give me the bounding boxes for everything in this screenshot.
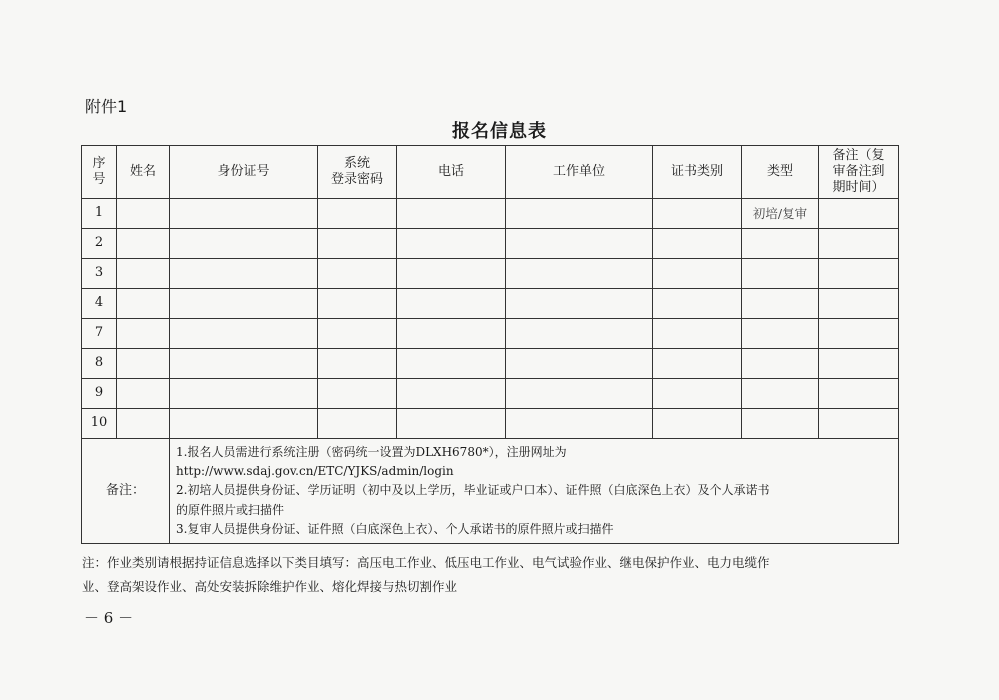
cell-seq: 10 bbox=[82, 409, 117, 439]
notes-cell bbox=[170, 439, 899, 544]
cell-employer[interactable] bbox=[506, 349, 653, 379]
cell-seq: 7 bbox=[82, 319, 117, 349]
cell-phone[interactable] bbox=[397, 259, 506, 289]
footer-note bbox=[82, 551, 902, 599]
header-cert-type: 证书类别 bbox=[653, 146, 742, 199]
cell-cert[interactable] bbox=[653, 259, 742, 289]
table-row bbox=[82, 289, 899, 319]
table-row bbox=[82, 229, 899, 259]
cell-type[interactable] bbox=[742, 229, 819, 259]
cell-id[interactable] bbox=[170, 259, 318, 289]
footer-line-2: 业、登高架设作业、高处安装拆除维护作业、熔化焊接与热切割作业 bbox=[82, 579, 458, 594]
cell-remark[interactable] bbox=[819, 349, 899, 379]
table-row bbox=[82, 199, 899, 229]
note-line-1: 1.报名人员需进行系统注册（密码统一设置为DLXH6780*），注册网址为 bbox=[176, 445, 567, 459]
note-line-2-cont: 的原件照片或扫描件 bbox=[176, 502, 285, 517]
cell-seq: 8 bbox=[82, 349, 117, 379]
cell-seq: 4 bbox=[82, 289, 117, 319]
table-row bbox=[82, 319, 899, 349]
cell-seq: 2 bbox=[82, 229, 117, 259]
cell-remark[interactable] bbox=[819, 259, 899, 289]
note-line-url: http://www.sdaj.gov.cn/ETC/YJKS/admin/login bbox=[176, 464, 454, 479]
cell-password[interactable] bbox=[318, 289, 397, 319]
page-number: － 6 － bbox=[84, 609, 134, 627]
header-remark: 备注（复 审备注到 期时间） bbox=[819, 146, 899, 199]
note-line-2: 2.初培人员提供身份证、学历证明（初中及以上学历，毕业证或户口本）、证件照（白底深色上衣）及个人承诺书 bbox=[176, 483, 770, 498]
cell-password[interactable] bbox=[318, 409, 397, 439]
cell-name[interactable] bbox=[117, 199, 170, 229]
cell-type[interactable] bbox=[742, 259, 819, 289]
cell-type[interactable] bbox=[742, 379, 819, 409]
cell-type[interactable] bbox=[742, 409, 819, 439]
cell-name[interactable] bbox=[117, 379, 170, 409]
cell-type[interactable]: 初培/复审 bbox=[742, 199, 819, 229]
cell-id[interactable] bbox=[170, 289, 318, 319]
cell-seq: 1 bbox=[82, 199, 117, 229]
cell-type[interactable] bbox=[742, 319, 819, 349]
cell-cert[interactable] bbox=[653, 349, 742, 379]
cell-employer[interactable] bbox=[506, 319, 653, 349]
footer-line-1: 注：作业类别请根据持证信息选择以下类目填写：高压电工作业、低压电工作业、电气试验作业、继电保护作业、电力电缆作 bbox=[82, 555, 770, 570]
cell-phone[interactable] bbox=[397, 379, 506, 409]
cell-cert[interactable] bbox=[653, 289, 742, 319]
registration-table bbox=[81, 145, 899, 544]
cell-type[interactable] bbox=[742, 349, 819, 379]
header-name: 姓名 bbox=[117, 146, 170, 199]
cell-id[interactable] bbox=[170, 199, 318, 229]
cell-phone[interactable] bbox=[397, 199, 506, 229]
cell-password[interactable] bbox=[318, 199, 397, 229]
cell-remark[interactable] bbox=[819, 409, 899, 439]
cell-remark[interactable] bbox=[819, 229, 899, 259]
header-id-number: 身份证号 bbox=[170, 146, 318, 199]
cell-seq: 3 bbox=[82, 259, 117, 289]
header-seq: 序 号 bbox=[82, 146, 117, 199]
cell-seq: 9 bbox=[82, 379, 117, 409]
note-line-3: 3.复审人员提供身份证、证件照（白底深色上衣）、个人承诺书的原件照片或扫描件 bbox=[176, 521, 614, 536]
header-employer: 工作单位 bbox=[506, 146, 653, 199]
cell-employer[interactable] bbox=[506, 409, 653, 439]
cell-name[interactable] bbox=[117, 229, 170, 259]
cell-employer[interactable] bbox=[506, 289, 653, 319]
cell-remark[interactable] bbox=[819, 199, 899, 229]
cell-remark[interactable] bbox=[819, 319, 899, 349]
header-type: 类型 bbox=[742, 146, 819, 199]
cell-remark[interactable] bbox=[819, 289, 899, 319]
cell-id[interactable] bbox=[170, 349, 318, 379]
cell-password[interactable] bbox=[318, 319, 397, 349]
cell-employer[interactable] bbox=[506, 199, 653, 229]
cell-name[interactable] bbox=[117, 319, 170, 349]
cell-phone[interactable] bbox=[397, 349, 506, 379]
cell-remark[interactable] bbox=[819, 379, 899, 409]
cell-phone[interactable] bbox=[397, 409, 506, 439]
cell-phone[interactable] bbox=[397, 229, 506, 259]
cell-name[interactable] bbox=[117, 349, 170, 379]
cell-employer[interactable] bbox=[506, 379, 653, 409]
notes-label: 备注： bbox=[82, 439, 170, 544]
cell-type[interactable] bbox=[742, 289, 819, 319]
cell-id[interactable] bbox=[170, 319, 318, 349]
header-row bbox=[82, 146, 899, 199]
cell-password[interactable] bbox=[318, 349, 397, 379]
cell-phone[interactable] bbox=[397, 289, 506, 319]
cell-employer[interactable] bbox=[506, 259, 653, 289]
cell-employer[interactable] bbox=[506, 229, 653, 259]
notes-row bbox=[82, 439, 899, 544]
cell-password[interactable] bbox=[318, 229, 397, 259]
cell-id[interactable] bbox=[170, 379, 318, 409]
cell-password[interactable] bbox=[318, 259, 397, 289]
cell-cert[interactable] bbox=[653, 409, 742, 439]
table-row bbox=[82, 259, 899, 289]
cell-phone[interactable] bbox=[397, 319, 506, 349]
cell-cert[interactable] bbox=[653, 379, 742, 409]
header-phone: 电话 bbox=[397, 146, 506, 199]
table-row bbox=[82, 379, 899, 409]
cell-cert[interactable] bbox=[653, 319, 742, 349]
table-row bbox=[82, 349, 899, 379]
cell-name[interactable] bbox=[117, 409, 170, 439]
cell-cert[interactable] bbox=[653, 199, 742, 229]
cell-id[interactable] bbox=[170, 409, 318, 439]
cell-name[interactable] bbox=[117, 289, 170, 319]
table-row bbox=[82, 409, 899, 439]
cell-name[interactable] bbox=[117, 259, 170, 289]
cell-password[interactable] bbox=[318, 379, 397, 409]
cell-cert[interactable] bbox=[653, 229, 742, 259]
attachment-label: 附件1 bbox=[85, 97, 128, 116]
cell-id[interactable] bbox=[170, 229, 318, 259]
header-password: 系统 登录密码 bbox=[318, 146, 397, 199]
form-title: 报名信息表 bbox=[452, 121, 547, 142]
